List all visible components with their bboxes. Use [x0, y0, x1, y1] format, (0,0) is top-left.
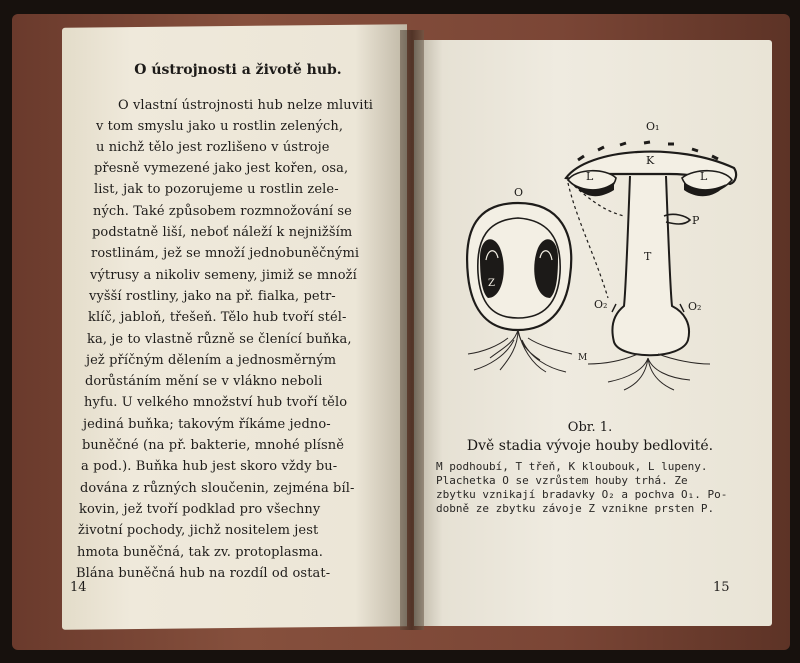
legend-line: dobně ze zbytku závoje Z vznikne prsten P. — [436, 502, 715, 515]
text-line: jediná buňka; takovým říkáme jedno- — [83, 417, 331, 432]
label-p: P — [692, 214, 700, 227]
text-line: Blána buněčná hub na rozdíl od ostat- — [76, 566, 331, 581]
young-mushroom-drawing — [467, 203, 572, 372]
text-line: buněčné (na př. bakterie, mnohé plísně — [82, 438, 345, 453]
legend-line: zbytku vznikají bradavky O₂ a pochva O₁. Po- — [436, 488, 728, 501]
label-l-left: L — [586, 170, 594, 183]
text-line: podstatně liší, neboť náleží k nejnižším — [92, 225, 353, 240]
text-line: kovin, jež tvoří podklad pro všechny — [79, 502, 321, 517]
text-line: hyfu. U velkého množství hub tvoří tělo — [84, 395, 348, 410]
page-number-right: 15 — [713, 580, 730, 595]
label-o1: O₁ — [646, 120, 660, 133]
page-number-left: 14 — [70, 580, 87, 595]
label-k: K — [646, 154, 655, 167]
text-line: jež příčným dělením a jednosměrným — [86, 353, 337, 368]
text-line: u nichž tělo jest rozlišeno v ústroje — [96, 140, 330, 155]
text-line: ných. Také způsobem rozmnožování se — [93, 204, 352, 219]
text-line: O vlastní ústrojnosti hub nelze mluviti — [118, 98, 374, 113]
legend-line: Plachetka O se vzrůstem houby trhá. Ze — [436, 474, 688, 487]
mushroom-illustration — [448, 108, 748, 398]
figure-caption: Obr. 1. — [567, 420, 613, 435]
label-t: T — [644, 250, 652, 263]
chapter-heading: O ústrojnosti a životě hub. — [134, 62, 342, 78]
text-line: dována z různých sloučenin, zejména bíl- — [80, 481, 355, 496]
figure-legend — [436, 460, 742, 516]
left-page — [62, 24, 407, 630]
figure-title: Dvě stadia vývoje houby bedlovité. — [466, 438, 714, 454]
label-m: M — [578, 353, 588, 363]
label-z: Z — [488, 278, 495, 289]
label-o2-right: O₂ — [688, 300, 702, 313]
label-o: O — [514, 186, 524, 199]
legend-line: M podhoubí, T třeň, K kloubouk, L lupeny. — [436, 460, 708, 473]
text-line: klíč, jabloň, třešeň. Tělo hub tvoří stél- — [88, 310, 347, 325]
text-line: dorůstáním mění se v vlákno neboli — [85, 374, 323, 389]
label-l-right: L — [700, 170, 708, 183]
text-line: životní pochody, jichž nositelem jest — [78, 523, 319, 538]
text-line: rostlinám, jež se množí jednobuněčnými — [91, 246, 360, 261]
text-line: ka, je to vlastně různě se členící buňka, — [87, 332, 352, 347]
text-line: a pod.). Buňka hub jest skoro vždy bu- — [81, 459, 338, 474]
label-o2-left: O₂ — [594, 298, 608, 311]
text-line: vyšší rostliny, jako na př. fialka, petr- — [89, 289, 336, 304]
text-line: přesně vymezené jako jest kořen, osa, — [94, 161, 349, 176]
text-line: výtrusy a nikoliv semeny, jimiž se množí — [90, 268, 357, 283]
text-line: v tom smyslu jako u rostlin zelených, — [96, 119, 344, 134]
book-gutter — [400, 30, 424, 630]
text-line: list, jak to pozorujeme u rostlin zele- — [94, 182, 339, 197]
text-line: hmota buněčná, tak zv. protoplasma. — [77, 545, 323, 560]
